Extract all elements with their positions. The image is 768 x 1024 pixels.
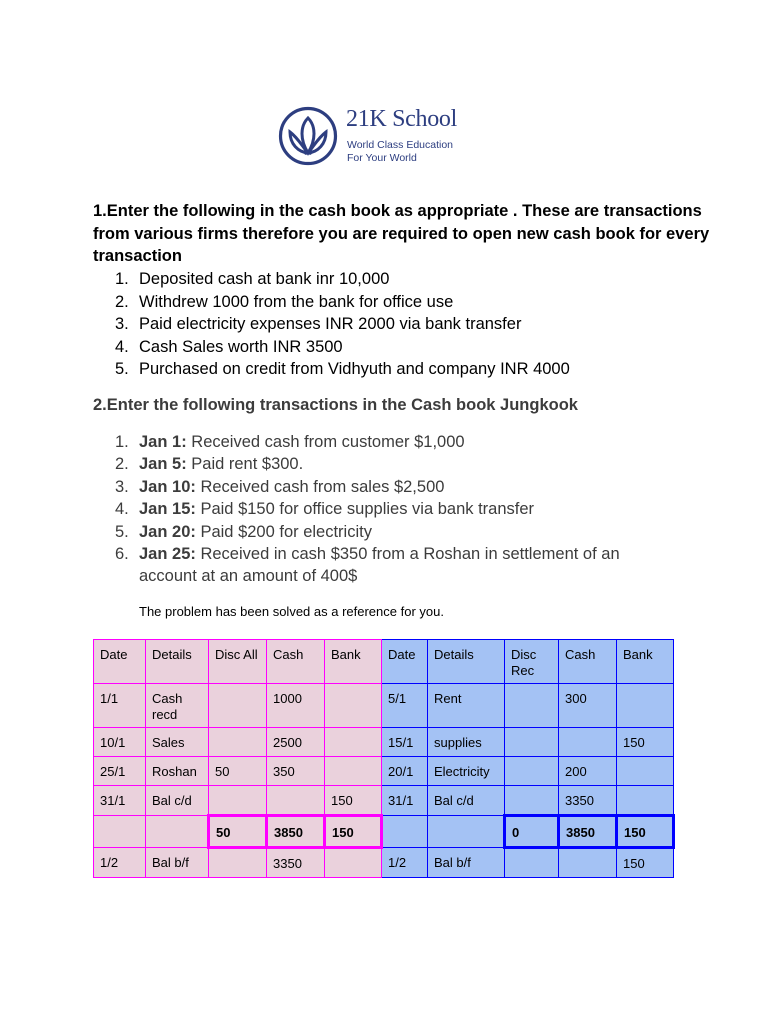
- table-cell: [505, 684, 559, 728]
- table-cell: Bal c/d: [428, 786, 505, 816]
- total-cell: 150: [617, 816, 674, 848]
- question-1-list: [93, 268, 733, 381]
- table-cell: [428, 816, 505, 848]
- table-cell: 31/1: [94, 786, 146, 816]
- table-cell: [505, 757, 559, 786]
- table-cell: 20/1: [382, 757, 428, 786]
- list-item: 3. Paid electricity expenses INR 2000 via bank transfer: [115, 315, 522, 334]
- table-cell: 350: [267, 757, 325, 786]
- table-cell: 150: [617, 728, 674, 757]
- table-cell: [505, 786, 559, 816]
- table-cell: [94, 816, 146, 848]
- question-2-heading: 2.Enter the following transactions in the Cash book Jungkook: [93, 396, 578, 414]
- table-cell: 31/1: [382, 786, 428, 816]
- table-cell: [325, 684, 382, 728]
- table-cell: 3350: [559, 786, 617, 816]
- table-cell: [209, 786, 267, 816]
- table-cell: Cash recd: [146, 684, 209, 728]
- total-cell: 3850: [267, 816, 325, 848]
- table-cell: [146, 816, 209, 848]
- table-cell: 2500: [267, 728, 325, 757]
- table-cell: [559, 847, 617, 877]
- lotus-logo-icon: [278, 106, 338, 166]
- cash-book-table: [93, 639, 675, 878]
- table-cell: [505, 847, 559, 877]
- table-cell: 15/1: [382, 728, 428, 757]
- table-row: [94, 757, 674, 786]
- list-item: 4. Jan 15: Paid $150 for office supplies via bank transfer: [115, 500, 535, 519]
- tagline-line-1: World Class Education: [347, 139, 454, 151]
- table-cell: 3350: [267, 847, 325, 877]
- header-cell: Date: [94, 640, 146, 684]
- total-cell: 0: [505, 816, 559, 848]
- table-cell: 150: [617, 847, 674, 877]
- table-cell: Electricity: [428, 757, 505, 786]
- table-cell: Bal b/f: [146, 847, 209, 877]
- table-cell: [559, 728, 617, 757]
- table-row: [94, 847, 674, 877]
- list-item: 1. Deposited cash at bank inr 10,000: [115, 270, 390, 288]
- header-cell: Date: [382, 640, 428, 684]
- header-cell: Cash: [559, 640, 617, 684]
- table-cell: 5/1: [382, 684, 428, 728]
- question-2-list: [93, 431, 733, 588]
- reference-note: The problem has been solved as a reference for you.: [139, 604, 444, 619]
- table-cell: [617, 786, 674, 816]
- table-cell: 150: [325, 786, 382, 816]
- header-cell: Disc Rec: [505, 640, 559, 684]
- table-cell: Roshan: [146, 757, 209, 786]
- table-cell: Rent: [428, 684, 505, 728]
- list-item: 4. Cash Sales worth INR 3500: [115, 337, 343, 356]
- header-cell: Cash: [267, 640, 325, 684]
- list-item: 6. Jan 25: Received in cash $350 from a Roshan in settlement of an account at an amount of 400$: [115, 545, 620, 586]
- table-cell: Sales: [146, 728, 209, 757]
- list-item: 3. Jan 10: Received cash from sales $2,500: [115, 477, 445, 496]
- table-cell: 200: [559, 757, 617, 786]
- school-name: 21K School: [346, 106, 458, 132]
- header-cell: Bank: [325, 640, 382, 684]
- table-cell: [209, 847, 267, 877]
- table-cell: 25/1: [94, 757, 146, 786]
- table-cell: [505, 728, 559, 757]
- table-header-row: [94, 640, 674, 684]
- table-cell: [617, 757, 674, 786]
- table-row: [94, 684, 674, 728]
- tagline-line-2: For Your World: [347, 152, 417, 164]
- school-logo: [278, 106, 478, 166]
- table-cell: [382, 816, 428, 848]
- table-cell: 1000: [267, 684, 325, 728]
- table-row: [94, 728, 674, 757]
- totals-row: [94, 816, 674, 848]
- table-cell: 1/1: [94, 684, 146, 728]
- table-cell: [267, 786, 325, 816]
- table-cell: [325, 728, 382, 757]
- header-cell: Bank: [617, 640, 674, 684]
- table-cell: [209, 684, 267, 728]
- table-cell: [617, 684, 674, 728]
- list-item: 2. Jan 5: Paid rent $300.: [115, 455, 304, 474]
- table-cell: Bal c/d: [146, 786, 209, 816]
- total-cell: 3850: [559, 816, 617, 848]
- list-item: 1. Jan 1: Received cash from customer $1,000: [115, 433, 465, 451]
- header-cell: Disc All: [209, 640, 267, 684]
- list-item: 5. Jan 20: Paid $200 for electricity: [115, 522, 372, 541]
- table-cell: [325, 847, 382, 877]
- table-cell: supplies: [428, 728, 505, 757]
- question-1-heading: 1.Enter the following in the cash book as appropriate . These are transactions from various firms therefore you are required to open new cash book for every transaction: [93, 202, 710, 265]
- table-cell: [325, 757, 382, 786]
- header-cell: Details: [146, 640, 209, 684]
- total-cell: 150: [325, 816, 382, 848]
- school-tagline: [347, 139, 453, 165]
- table-cell: Bal b/f: [428, 847, 505, 877]
- table-cell: 300: [559, 684, 617, 728]
- list-item: 2. Withdrew 1000 from the bank for office use: [115, 292, 454, 311]
- table-cell: 10/1: [94, 728, 146, 757]
- table-cell: 1/2: [382, 847, 428, 877]
- table-cell: 1/2: [94, 847, 146, 877]
- table-row: [94, 786, 674, 816]
- header-cell: Details: [428, 640, 505, 684]
- table-cell: 50: [209, 757, 267, 786]
- table-cell: [209, 728, 267, 757]
- total-cell: 50: [209, 816, 267, 848]
- list-item: 5. Purchased on credit from Vidhyuth and company INR 4000: [115, 360, 570, 379]
